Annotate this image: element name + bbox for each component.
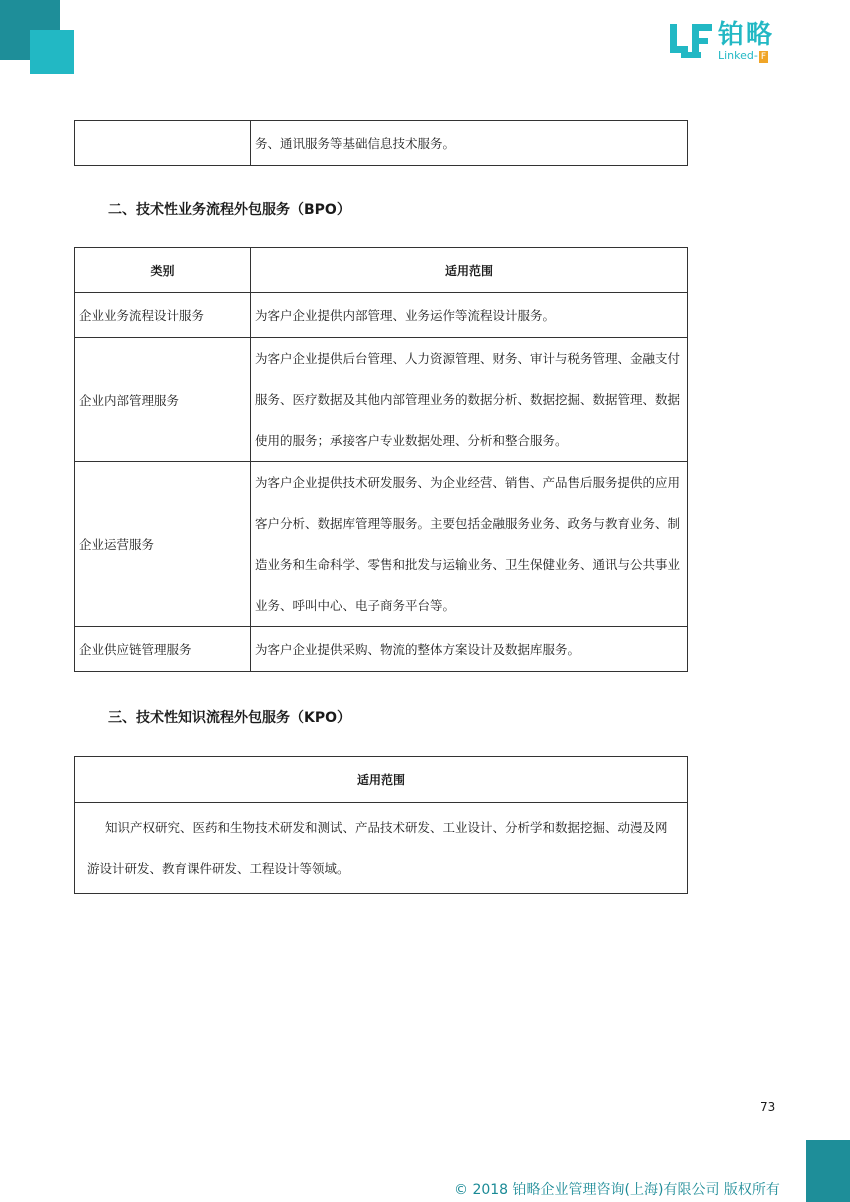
table-row	[75, 121, 688, 166]
table-row	[75, 803, 688, 894]
category-cell: 企业运营服务	[75, 462, 251, 627]
continued-table	[74, 120, 688, 166]
scope-cell: 为客户企业提供采购、物流的整体方案设计及数据库服务。	[251, 627, 688, 672]
category-cell: 企业供应链管理服务	[75, 627, 251, 672]
corner-decoration-light	[30, 30, 74, 74]
table-row	[75, 627, 688, 672]
logo-mark-icon	[668, 22, 714, 60]
section-heading-bpo: 二、技术性业务流程外包服务（BPO）	[108, 202, 351, 218]
table-row	[75, 293, 688, 338]
table-row	[75, 462, 688, 627]
table-header-row	[75, 248, 688, 293]
table-row	[75, 338, 688, 462]
logo-english-text: Linked- F	[718, 49, 767, 62]
footer-copyright: © 2018 铂略企业管理咨询(上海)有限公司 版权所有	[454, 1182, 780, 1198]
scope-cell: 为客户企业提供内部管理、业务运作等流程设计服务。	[251, 293, 688, 338]
logo-chinese-text: 铂略	[718, 20, 775, 50]
page-number: 73	[760, 1100, 776, 1114]
header-scope: 适用范围	[75, 757, 688, 803]
category-cell: 企业业务流程设计服务	[75, 293, 251, 338]
bpo-table	[74, 247, 688, 672]
section-heading-kpo: 三、技术性知识流程外包服务（KPO）	[108, 710, 352, 726]
header-scope: 适用范围	[251, 248, 688, 293]
scope-cell: 务、通讯服务等基础信息技术服务。	[251, 121, 688, 166]
company-logo	[668, 20, 798, 64]
category-cell	[75, 121, 251, 166]
table-header-row	[75, 757, 688, 803]
footer-decoration	[806, 1140, 850, 1202]
scope-cell: 为客户企业提供技术研发服务、为企业经营、销售、产品售后服务提供的应用客户分析、数据库管理等服务。主要包括金融服务业务、政务与教育业务、制造业务和生命科学、零售和批发与运输业务、卫生保健业务、通讯与公共事业业务、呼叫中心、电子商务平台等。	[251, 462, 688, 627]
header-category: 类别	[75, 248, 251, 293]
kpo-table	[74, 756, 688, 894]
scope-cell: 知识产权研究、医药和生物技术研发和测试、产品技术研发、工业设计、分析学和数据挖掘、动漫及网游设计研发、教育课件研发、工程设计等领域。	[75, 803, 688, 894]
scope-cell: 为客户企业提供后台管理、人力资源管理、财务、审计与税务管理、金融支付服务、医疗数据及其他内部管理业务的数据分析、数据挖掘、数据管理、数据使用的服务；承接客户专业数据处理、分析和整合服务。	[251, 338, 688, 462]
category-cell: 企业内部管理服务	[75, 338, 251, 462]
